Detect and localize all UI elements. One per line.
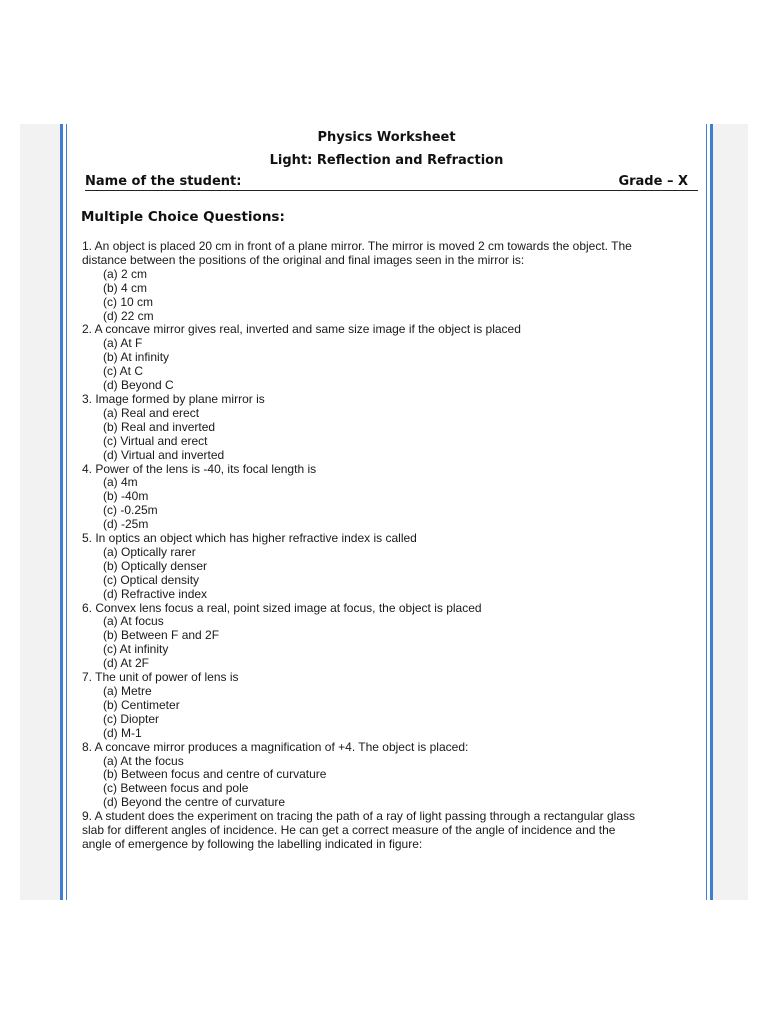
question-list: [82, 240, 682, 852]
question-text: 9. A student does the experiment on tracing the path of a ray of light passing through a rectangular glass: [82, 809, 636, 824]
answer-option: (a) Optically rarer: [103, 544, 196, 559]
answer-option: (c) 10 cm: [103, 294, 154, 309]
answer-option: (c) Diopter: [103, 711, 160, 726]
question-text: angle of emergence by following the labelling indicated in figure:: [82, 836, 423, 851]
answer-option: (d) 22 cm: [103, 308, 154, 323]
question-item: [82, 240, 682, 323]
answer-option: (d) Beyond the centre of curvature: [103, 795, 286, 810]
worksheet-page: [60, 124, 713, 900]
answer-option: (b) 4 cm: [103, 280, 148, 295]
question-item: [82, 393, 682, 463]
answer-option: (a) 2 cm: [103, 266, 148, 281]
question-text: slab for different angles of incidence. He can get a correct measure of the angle of incidence and the: [82, 823, 616, 838]
question-item: [82, 602, 682, 672]
question-text: distance between the positions of the original and final images seen in the mirror is:: [82, 252, 525, 267]
question-text: 1. An object is placed 20 cm in front of a plane mirror. The mirror is moved 2 cm towards the object. The: [82, 239, 632, 253]
answer-option: (d) M-1: [103, 725, 142, 740]
question-text: 3. Image formed by plane mirror is: [82, 391, 265, 406]
answer-option: (c) Virtual and erect: [103, 433, 208, 448]
question-item: [82, 741, 682, 811]
answer-option: (c) Between focus and pole: [103, 781, 249, 796]
answer-option: (b) Between focus and centre of curvature: [103, 767, 327, 782]
answer-option: (d) Beyond C: [103, 378, 174, 393]
student-name-label: Name of the student:: [85, 174, 242, 189]
answer-option: (d) -25m: [103, 517, 149, 532]
answer-option: (c) -0.25m: [103, 503, 158, 518]
answer-option: (a) At focus: [103, 614, 164, 629]
answer-option: (d) Refractive index: [103, 586, 208, 601]
question-item: [82, 810, 682, 852]
answer-option: (b) Optically denser: [103, 558, 208, 573]
question-text: 4. Power of the lens is -40, its focal length is: [82, 461, 317, 476]
question-item: [82, 463, 682, 533]
question-text: 8. A concave mirror produces a magnification of +4. The object is placed:: [82, 739, 469, 754]
answer-option: (a) Real and erect: [103, 405, 200, 420]
answer-option: (b) -40m: [103, 489, 149, 504]
section-heading: Multiple Choice Questions:: [81, 209, 285, 225]
answer-option: (b) At infinity: [103, 350, 170, 365]
question-item: [82, 532, 682, 602]
answer-option: (c) At infinity: [103, 642, 169, 657]
question-item: [82, 323, 682, 393]
question-text: 7. The unit of power of lens is: [82, 670, 239, 685]
student-info-row: [85, 174, 698, 191]
answer-option: (a) At F: [103, 336, 143, 351]
document-viewer: [20, 124, 748, 900]
answer-option: (a) At the focus: [103, 753, 184, 768]
question-text: 6. Convex lens focus a real, point sized image at focus, the object is placed: [82, 600, 482, 615]
answer-option: (b) Between F and 2F: [103, 628, 220, 643]
answer-option: (d) Virtual and inverted: [103, 447, 225, 462]
answer-option: (c) Optical density: [103, 572, 200, 587]
answer-option: (b) Centimeter: [103, 697, 180, 712]
answer-option: (b) Real and inverted: [103, 419, 216, 434]
answer-option: (c) At C: [103, 364, 144, 379]
worksheet-subtitle: Light: Reflection and Refraction: [269, 153, 504, 168]
question-text: 5. In optics an object which has higher refractive index is called: [82, 531, 417, 546]
question-item: [82, 671, 682, 741]
question-text: 2. A concave mirror gives real, inverted and same size image if the object is placed: [82, 322, 521, 337]
grade-label: Grade – X: [618, 174, 688, 189]
answer-option: (a) 4m: [103, 475, 138, 490]
answer-option: (a) Metre: [103, 684, 152, 698]
worksheet-title: Physics Worksheet: [317, 130, 456, 145]
answer-option: (d) At 2F: [103, 656, 150, 671]
